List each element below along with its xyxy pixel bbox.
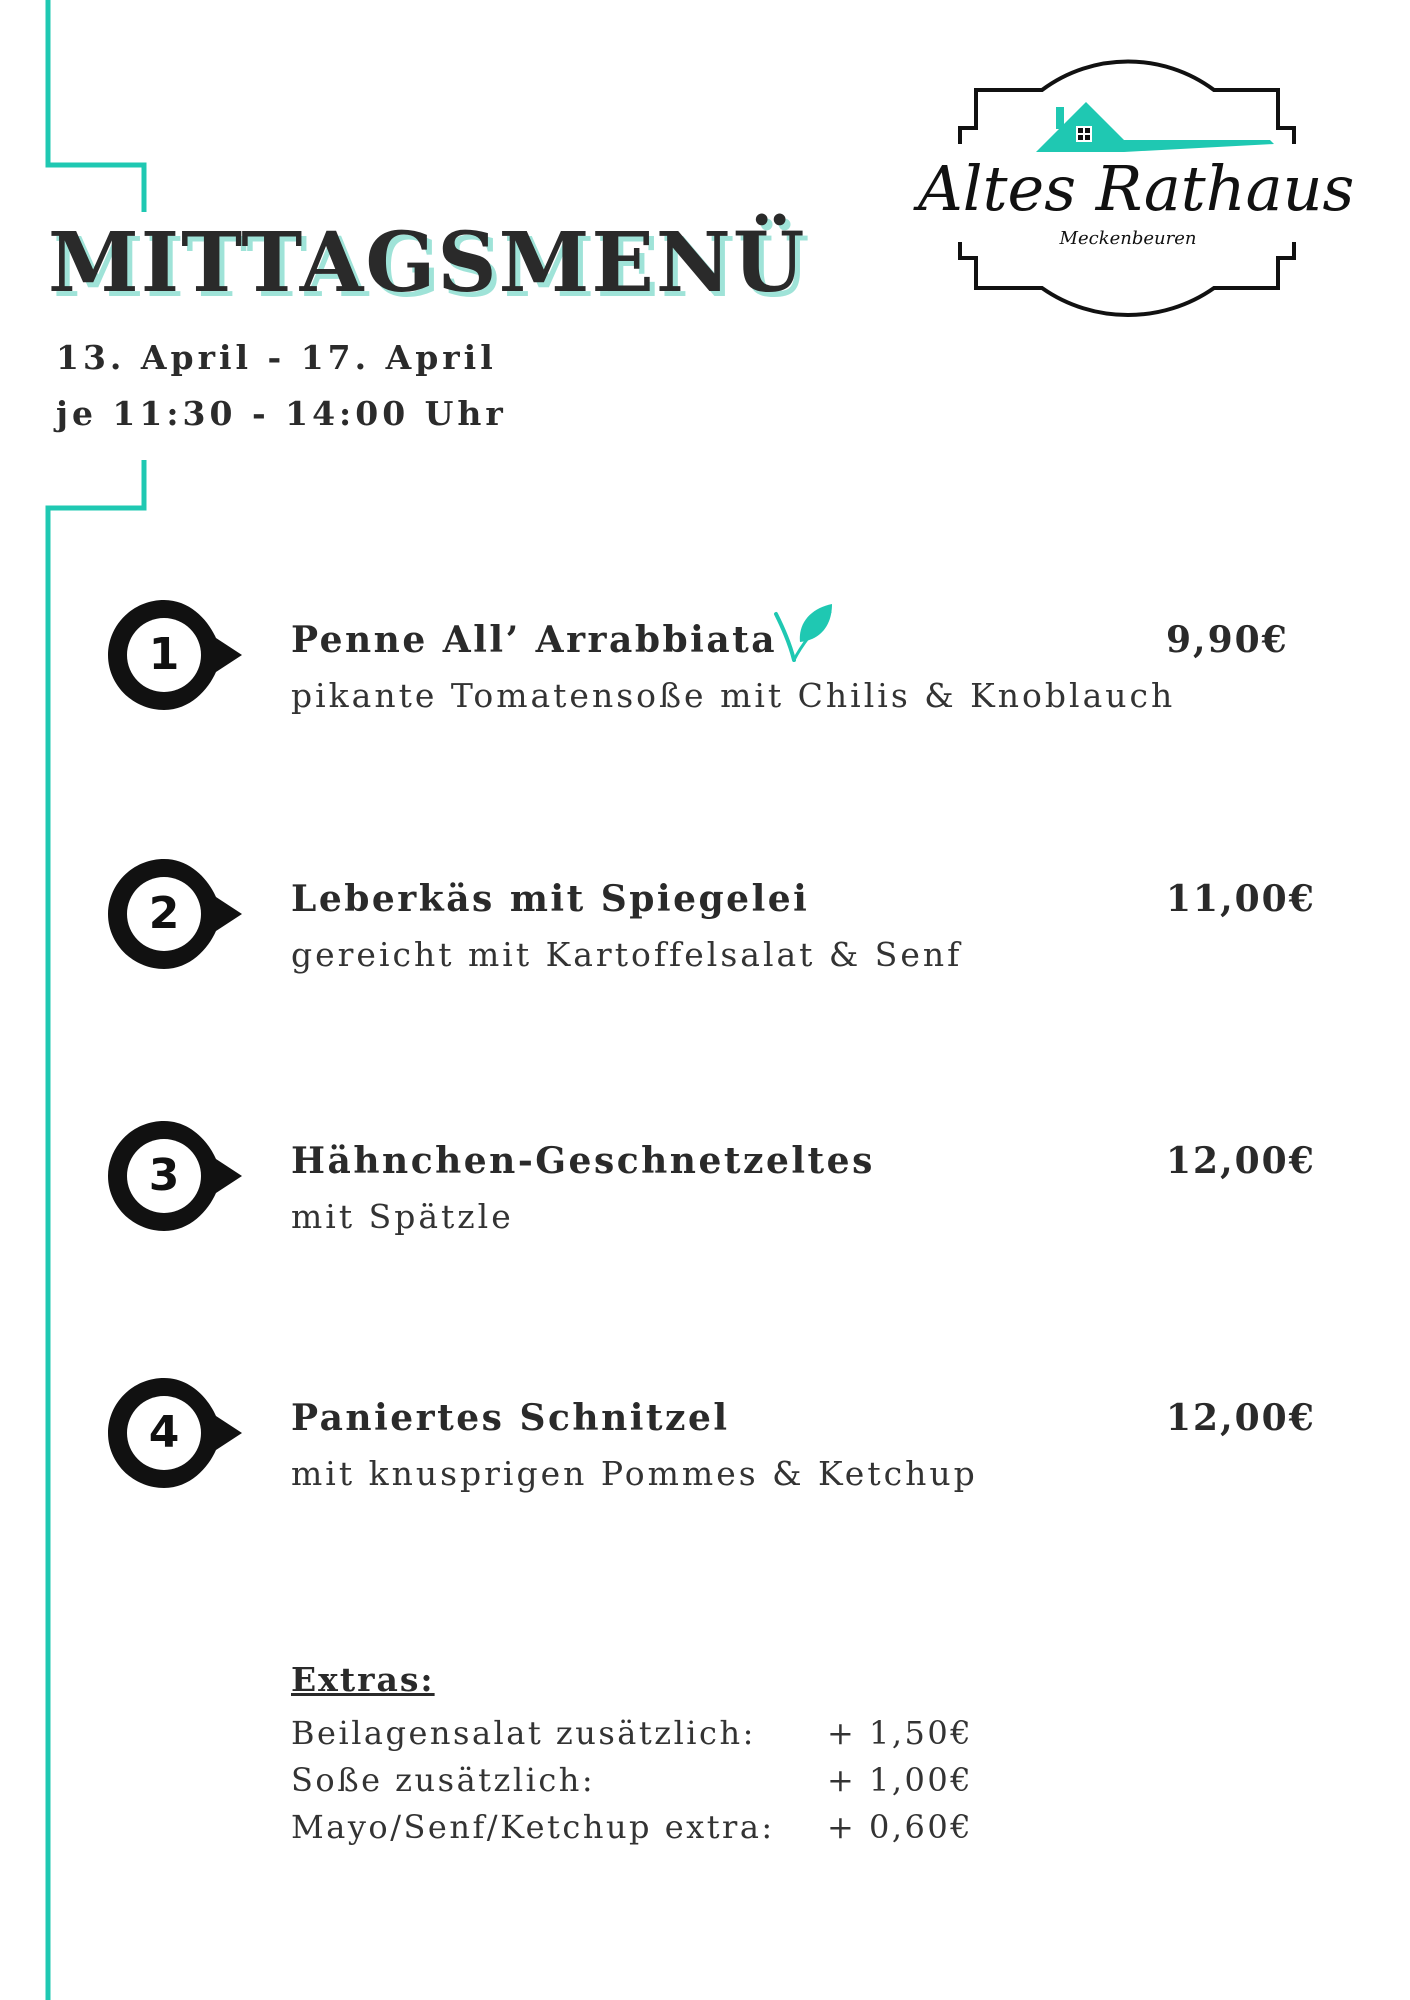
extra-row [291, 1808, 1091, 1852]
item-number: 3 [148, 1150, 180, 1201]
item-description: pikante Tomatensoße mit Chilis & Knoblauch [291, 676, 1176, 715]
item-price: 12,00€ [1166, 1140, 1316, 1182]
item-description: mit Spätzle [291, 1197, 514, 1236]
item-description: gereicht mit Kartoffelsalat & Senf [291, 935, 963, 974]
item-name: Hähnchen-Geschnetzeltes [291, 1140, 875, 1182]
menu-item-1 [0, 596, 1410, 736]
time-range: je 11:30 - 14:00 Uhr [56, 394, 507, 433]
item-price: 11,00€ [1166, 878, 1316, 920]
extra-label: Soße zusätzlich: [291, 1761, 596, 1799]
menu-item-4 [0, 1374, 1410, 1514]
extra-price: + 0,60€ [827, 1808, 974, 1846]
number-badge [104, 855, 244, 973]
number-badge [104, 596, 244, 714]
restaurant-logo [918, 52, 1355, 324]
extra-price: + 1,00€ [827, 1761, 974, 1799]
item-number: 2 [148, 888, 180, 939]
extras-heading: Extras: [291, 1660, 435, 1699]
date-range: 13. April - 17. April [56, 338, 497, 377]
item-name: Paniertes Schnitzel [291, 1397, 730, 1439]
menu-item-3 [0, 1117, 1410, 1257]
extra-price: + 1,50€ [827, 1714, 974, 1752]
house-roof-icon [1036, 102, 1274, 152]
extra-row [291, 1714, 1091, 1758]
extra-row [291, 1761, 1091, 1805]
extra-label: Mayo/Senf/Ketchup extra: [291, 1808, 775, 1846]
item-name: Leberkäs mit Spiegelei [291, 878, 810, 920]
item-description: mit knusprigen Pommes & Ketchup [291, 1454, 978, 1493]
item-price: 12,00€ [1166, 1397, 1316, 1439]
extra-label: Beilagensalat zusätzlich: [291, 1714, 756, 1752]
item-number: 1 [148, 629, 180, 680]
logo-title: Altes Rathaus [918, 152, 1355, 225]
menu-item-2 [0, 855, 1410, 995]
item-price: 9,90€ [1166, 619, 1289, 661]
item-number: 4 [148, 1407, 180, 1458]
page-title: MITTAGSMENÜ [48, 215, 807, 311]
number-badge [104, 1374, 244, 1492]
leaf-icon [770, 600, 834, 664]
item-name: Penne All’ Arrabbiata [291, 619, 778, 661]
logo-location: Meckenbeuren [1059, 228, 1197, 249]
number-badge [104, 1117, 244, 1235]
